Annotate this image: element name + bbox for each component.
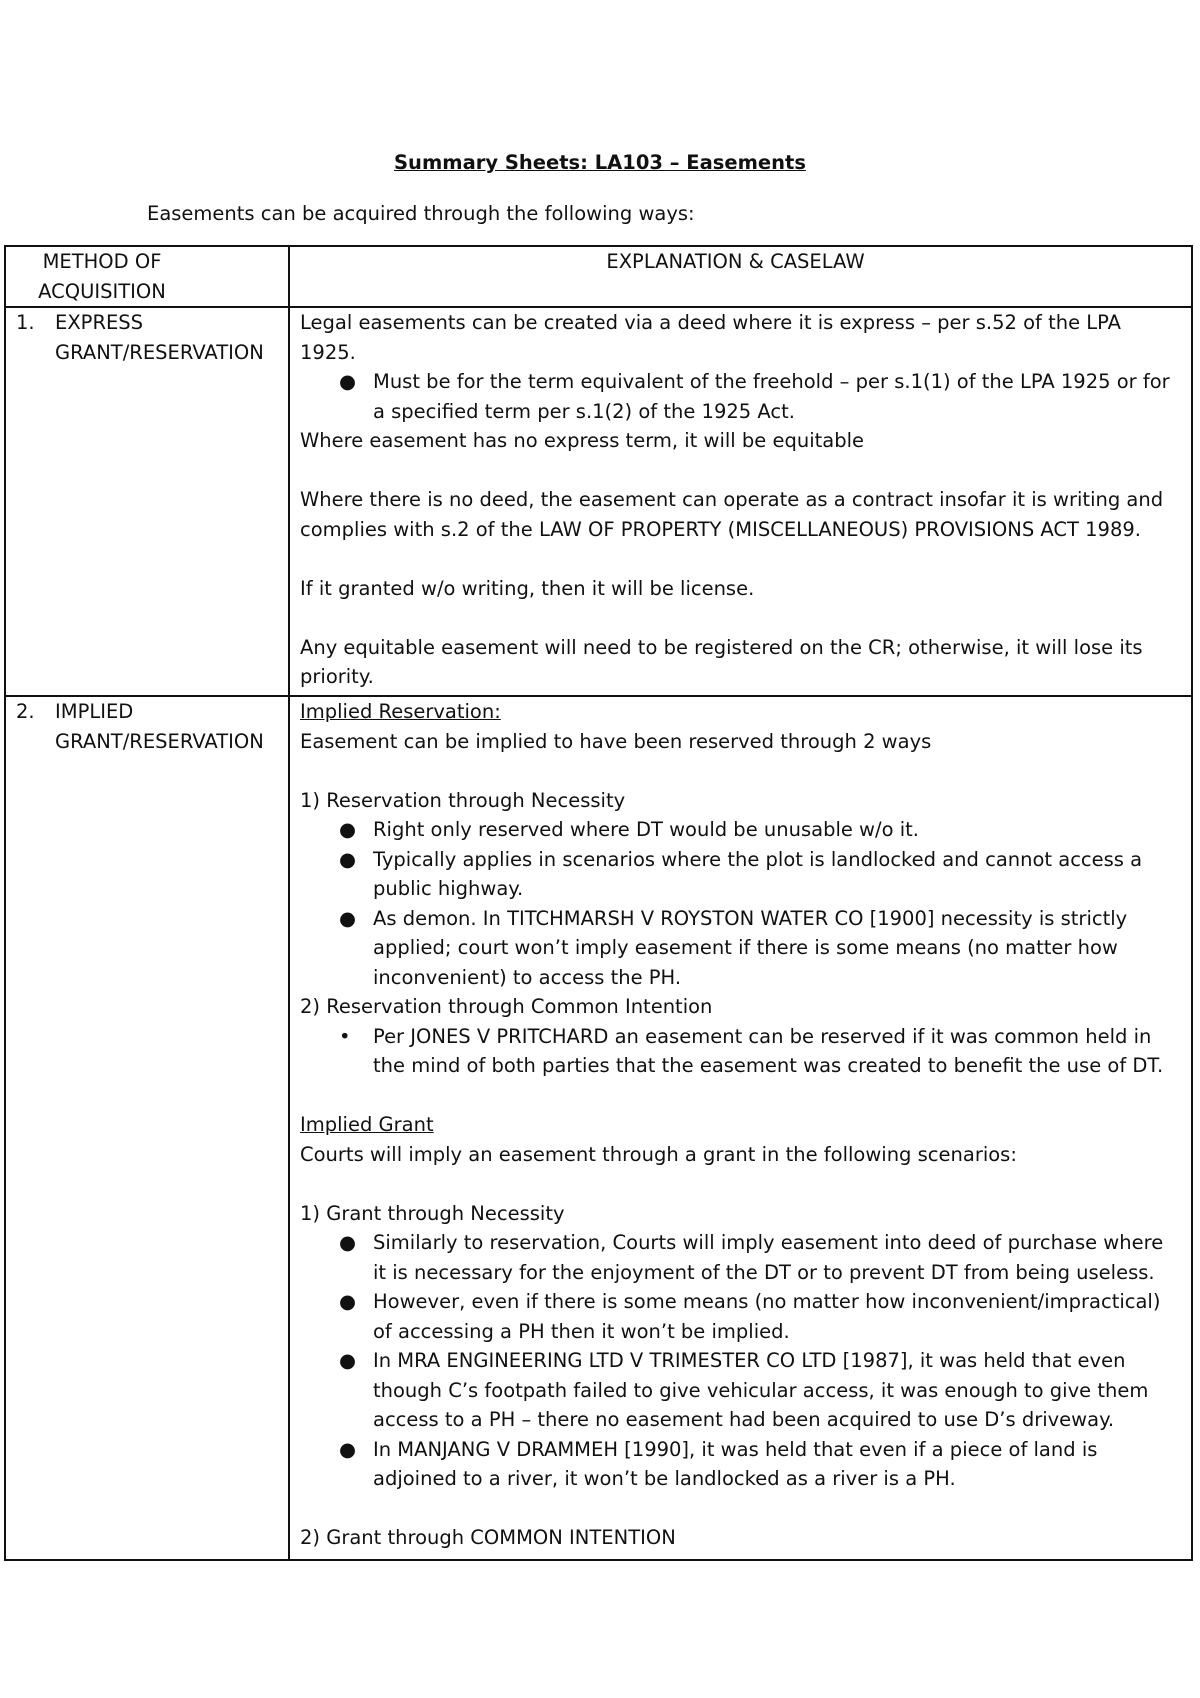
subheading: 1) Reservation through Necessity [300, 788, 626, 812]
header-method: METHOD OF ACQUISITION [5, 246, 289, 307]
bullet-icon: ● [339, 1349, 357, 1372]
table-header-row [5, 246, 1192, 307]
paragraph: If it granted w/o writing, then it will be license. [300, 576, 755, 600]
list-item: ● However, even if there is some means (no matter how inconvenient/impractical) of accessing a PH then it won’t be implied. [373, 1287, 1181, 1346]
paragraph: Easement can be implied to have been reserved through 2 ways [300, 729, 932, 753]
list-item: ● In MANJANG V DRAMMEH [1990], it was held that even if a piece of land is adjoined to a river, it won’t be landlocked as a river is a PH. [373, 1435, 1181, 1494]
bullet-icon: ● [339, 1290, 357, 1313]
bullet-icon: ● [339, 818, 357, 841]
bullet-list [300, 1022, 1181, 1081]
list-item: ● In MRA ENGINEERING LTD V TRIMESTER CO LTD [1987], it was held that even though C’s footpath failed to give vehicular access, it was enough to give them access to a PH – there no easement had been acquired to use D’s driveway. [373, 1346, 1181, 1435]
explanation-cell [289, 307, 1192, 696]
acquisition-table [4, 245, 1193, 1561]
section-heading: Implied Grant [300, 1113, 434, 1136]
subheading: 1) Grant through Necessity [300, 1201, 565, 1225]
list-item: ● Typically applies in scenarios where the plot is landlocked and cannot access a public highway. [373, 845, 1181, 904]
list-item: ● Must be for the term equivalent of the freehold – per s.1(1) of the LPA 1925 or for a specified term per s.1(2) of the 1925 Act. [373, 367, 1181, 426]
list-item: ● Right only reserved where DT would be unusable w/o it. [373, 815, 1181, 845]
paragraph: Where easement has no express term, it will be equitable [300, 429, 865, 452]
bullet-list [300, 815, 1181, 992]
paragraph: Any equitable easement will need to be registered on the CR; otherwise, it will lose its priority. [300, 635, 1143, 688]
bullet-icon: ● [339, 1231, 357, 1254]
intro-text: Easements can be acquired through the following ways: [147, 202, 695, 225]
bullet-icon: ● [339, 906, 357, 930]
method-cell [5, 696, 289, 1560]
header-explanation: EXPLANATION & CASELAW [289, 246, 1192, 307]
bullet-icon: ● [339, 1437, 357, 1461]
paragraph: Courts will imply an easement through a grant in the following scenarios: [300, 1142, 1017, 1166]
list-item: • Per JONES V PRITCHARD an easement can be reserved if it was common held in the mind of both parties that the easement was created to benefit the use of DT. [373, 1022, 1181, 1081]
explanation-cell [289, 696, 1192, 1560]
list-item: ● Similarly to reservation, Courts will imply easement into deed of purchase where it is necessary for the enjoyment of the DT or to prevent DT from being useless. [373, 1228, 1181, 1287]
section-heading: Implied Reservation: [300, 700, 501, 723]
method-label: IMPLIED GRANT/RESERVATION [55, 700, 264, 753]
bullet-list [300, 1228, 1181, 1494]
list-item: ● As demon. In TITCHMARSH V ROYSTON WATER CO [1900] necessity is strictly applied; court won’t imply easement if there is some means (no matter how inconvenient) to access the PH. [373, 904, 1181, 993]
method-label: EXPRESS GRANT/RESERVATION [55, 311, 264, 364]
bullet-icon: ● [339, 370, 357, 393]
paragraph: Where there is no deed, the easement can operate as a contract insofar it is writing and complies with s.2 of the LAW OF PROPERTY (MISCELLANEOUS) PROVISIONS ACT 1989. [300, 488, 1164, 541]
row-number: 2. [16, 700, 35, 723]
table-row [5, 696, 1192, 1560]
bullet-list [300, 367, 1181, 426]
subheading: 2) Reservation through Common Intention [300, 995, 713, 1018]
paragraph: Legal easements can be created via a deed where it is express – per s.52 of the LPA 1925. [300, 311, 1122, 364]
method-cell [5, 307, 289, 696]
document-title: Summary Sheets: LA103 – Easements [394, 151, 806, 174]
table-row [5, 307, 1192, 696]
bullet-icon: ● [339, 847, 357, 871]
bullet-icon: • [339, 1024, 351, 1048]
subheading: 2) Grant through COMMON INTENTION [300, 1526, 676, 1549]
row-number: 1. [16, 311, 35, 334]
